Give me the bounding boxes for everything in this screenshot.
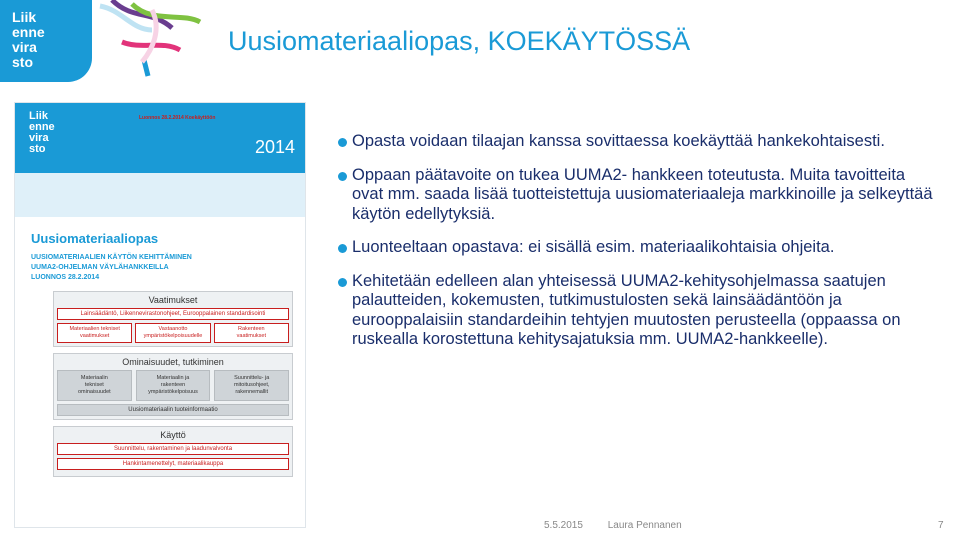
footer-date: 5.5.2015 xyxy=(544,520,583,531)
cover-header xyxy=(15,103,305,173)
diagram-box: Suunnittelu- ja mitoitusohjeet, rakennemallit xyxy=(214,370,289,401)
cover-heading: Uusiomateriaaliopas xyxy=(31,231,159,246)
diagram-box: Materiaalien tekniset vaatimukset xyxy=(57,323,132,343)
logo-wordmark: Liik enne vira sto xyxy=(12,9,45,70)
footer xyxy=(544,520,704,531)
cover-logo: Liik enne vira sto xyxy=(29,110,55,155)
bullet-item: Luonteeltaan opastava: ei sisällä esim. materiaalikohtaisia ohjeita. xyxy=(338,238,938,258)
cover-subtitle: UUSIOMATERIAALIEN KÄYTÖN KEHITTÄMINEN UUMA2-OHJELMAN VÄYLÄHANKKEILLA LUONNOS 28.2.2014 xyxy=(31,254,192,281)
ominaisuudet-band: Ominaisuudet, tutkiminen Materiaalin tekniset ominaisuudet Materiaalin ja rakenteen ympäristökelpoisuus Suunnittelu- ja mitoitusohjeet, rakennemallit Uusiomateriaalin tuoteinformaatio xyxy=(53,353,293,420)
cover-stripe xyxy=(15,173,305,217)
liikennevirasto-logo xyxy=(0,0,92,82)
diagram-box: Vastaanotto ympäristökelpoisuudelle xyxy=(135,323,210,343)
footer-author: Laura Pennanen xyxy=(607,520,682,531)
guide-cover-image xyxy=(14,102,306,528)
diagram-box: Materiaalin ja rakenteen ympäristökelpoisuus xyxy=(136,370,211,401)
cover-year: 2014 xyxy=(254,137,295,157)
cover-diagram xyxy=(53,291,293,483)
diagram-box: Materiaalin tekniset ominaisuudet xyxy=(57,370,132,401)
page-number: 7 xyxy=(938,520,944,531)
vaatimukset-band: Vaatimukset Lainsäädäntö, Liikennevirastonohjeet, Eurooppalainen standardisointi Materiaalien tekniset vaatimukset Vastaanotto ympäristökelpoisuudelle Rakenteen vaatimukset xyxy=(53,291,293,347)
cover-stamp: Luonnos 28.2.2014 Koekäyttöön xyxy=(139,115,216,121)
bullet-list xyxy=(338,132,938,364)
kaytto-band: Käyttö Suunnittelu, rakentaminen ja laadunvalvonta Hankintamenettelyt, materiaalikauppa xyxy=(53,426,293,477)
diagram-box: Rakenteen vaatimukset xyxy=(214,323,289,343)
bullet-item: Oppaan päätavoite on tukea UUMA2- hankkeen toteutusta. Muita tavoitteita ovat mm. saada lisää tuotteistettuja uusiomateriaaleja markkinoille ja selkeyttää käytön edellytyksiä. xyxy=(338,166,938,225)
decorative-arrows-icon xyxy=(92,0,212,80)
bullet-item: Opasta voidaan tilaajan kanssa sovittaessa koekäyttää hankekohtaisesti. xyxy=(338,132,938,152)
bullet-item: Kehitetään edelleen alan yhteisessä UUMA2-kehitysohjelmassa saatujen palautteiden, kokemusten, tutkimustulosten sekä lainsäädäntöön ja eurooppalaisiin standardeihin tehtyjen muutosten perusteella (oppaassa on ruskealla korostettuna kehitysajatuksia mm. UUMA2-hankkeelle). xyxy=(338,272,938,350)
page-title: Uusiomateriaaliopas, KOEKÄYTÖSSÄ xyxy=(228,26,691,56)
